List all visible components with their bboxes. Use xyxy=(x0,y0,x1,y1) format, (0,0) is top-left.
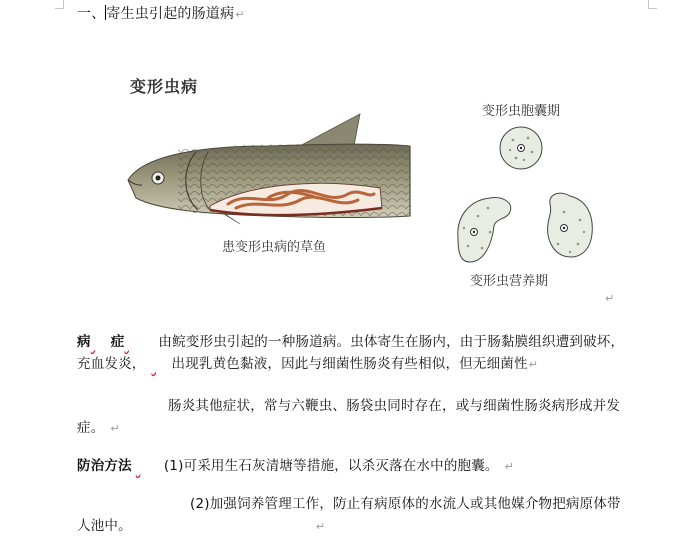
paragraph-mark: ↵ xyxy=(110,422,120,435)
spell-gap xyxy=(136,456,154,476)
spell-gap xyxy=(91,332,111,352)
amoeba-figure xyxy=(118,48,608,298)
treatment-item2-line-1 xyxy=(190,494,621,514)
symptoms-label-2: 症 xyxy=(110,334,125,350)
symptoms-para2-text1: 肠炎其他症状，常与六鞭虫、肠袋虫同时存在，或与细菌性肠炎病形成并发 xyxy=(168,398,621,414)
paragraph-mark: ↵ xyxy=(235,8,245,21)
symptoms-para2-text2: 症。 xyxy=(77,420,105,436)
cyst-cell xyxy=(500,127,542,169)
treatment-label: 防治方法 xyxy=(77,458,132,474)
paragraph-mark: ↵ xyxy=(504,460,515,473)
symptoms-line-1 xyxy=(77,332,624,352)
trophozoite-cell-1 xyxy=(458,198,511,262)
paragraph-mark: ↵ xyxy=(528,358,539,371)
symptoms-para2-line-1 xyxy=(168,396,620,416)
symptoms-para2-line-2 xyxy=(77,418,120,439)
heading-prefix: 一、 xyxy=(77,6,106,22)
paragraph-mark: ↵ xyxy=(315,520,326,533)
spell-gap xyxy=(124,332,150,352)
symptoms-line-2 xyxy=(77,354,538,375)
spell-gap xyxy=(152,354,166,374)
heading-text: 寄生虫引起的肠道病 xyxy=(106,6,235,22)
treatment-item-2-text1: (2)加强饲养管理工作，防止有病原体的水流人或其他媒介物把病原体带 xyxy=(190,496,621,512)
treatment-line-1 xyxy=(77,456,514,477)
cyst-label: 变形虫胞囊期 xyxy=(482,104,561,119)
treatment-item-1: (1)可采用生石灰清塘等措施，以杀灭落在水中的胞囊。 xyxy=(163,458,499,474)
symptoms-label-1: 病 xyxy=(77,334,91,350)
treatment-item-2-text2: 人池中。 xyxy=(77,518,132,534)
page-corner-mark xyxy=(648,0,657,9)
paragraph-mark: ↵ xyxy=(605,292,615,305)
trophozoite-cell-2 xyxy=(548,193,593,257)
figure-title: 变形虫病 xyxy=(130,77,199,96)
treatment-item2-line-2 xyxy=(77,516,325,537)
page-corner-mark xyxy=(55,0,64,9)
fish-label: 患变形虫病的草鱼 xyxy=(222,240,327,255)
dorsal-fin xyxy=(296,114,360,148)
symptoms-text-line1: 由鲩变形虫引起的一种肠道病。虫体寄生在肠内，由于肠黏膜组织遭到破坏， xyxy=(158,334,625,350)
symptoms-text-line2b: 出现乳黄色黏液，因此与细菌性肠炎有些相似，但无细菌性 xyxy=(171,356,528,372)
trophozoite-label: 变形虫营养期 xyxy=(470,274,549,289)
symptoms-text-line2a: 充血发炎， xyxy=(77,356,146,372)
section-heading xyxy=(77,4,245,25)
